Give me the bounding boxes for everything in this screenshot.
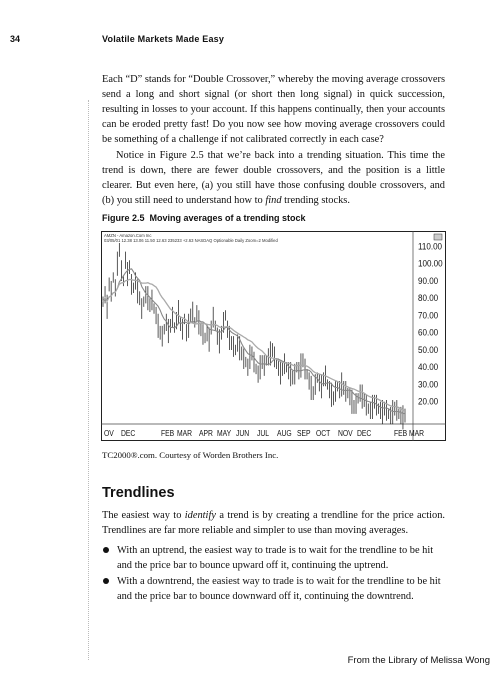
- x-tick-label: NOV: [338, 428, 353, 439]
- chart-svg: [101, 231, 446, 441]
- figure-credit: TC2000®.com. Courtesy of Worden Brothers Inc.: [102, 450, 279, 460]
- list-item: [102, 543, 445, 573]
- y-tick-label: 50.00: [418, 344, 439, 356]
- paragraph-2-emphasis: find: [265, 195, 282, 207]
- section-paragraph-part2: a trend is by creating a trendline for the price action. Trendlines are far more reliable and simpler to use than moving averages.: [102, 510, 446, 537]
- y-tick-label: 80.00: [418, 292, 439, 304]
- section-paragraph-part1: The easiest way to: [102, 510, 185, 521]
- figure-title: Moving averages of a trending stock: [149, 213, 306, 223]
- x-tick-label: JUN: [236, 428, 250, 439]
- section-paragraph: [102, 508, 445, 538]
- x-tick-label: SEP: [297, 428, 311, 439]
- y-tick-label: 20.00: [418, 396, 439, 407]
- chart-corner-icon: [434, 234, 442, 240]
- page-number: 34: [10, 34, 21, 44]
- chart-header-line: AMZN - Amazon.Com Inc: [104, 233, 152, 238]
- x-tick-label: JUL: [257, 428, 270, 439]
- y-tick-label: 40.00: [418, 361, 439, 373]
- x-tick-label: OV: [104, 428, 114, 439]
- chart-header-line: 03/05/01 12.38 13.06 11.50 12.63 235233 +2.63 NASDAQ Optionable Daily Zoom=2 Modified: [104, 238, 278, 243]
- x-tick-label: DEC: [121, 428, 136, 439]
- bullet-icon: [103, 547, 109, 553]
- paragraph-1: [102, 72, 445, 147]
- y-tick-label: 60.00: [418, 327, 439, 338]
- list-item-text: With an uptrend, the easiest way to trade is to wait for the trendline to be hit and the price bar to bounce upward off it, continuing the uptrend.: [117, 545, 434, 572]
- y-tick-label: 30.00: [418, 378, 439, 390]
- page-header: [0, 34, 500, 48]
- margin-rule: [88, 100, 89, 660]
- x-tick-label: MAY: [217, 428, 232, 439]
- paragraph-2-part2: trending stocks.: [281, 195, 350, 207]
- chart-frame: [102, 232, 446, 441]
- x-tick-label: AUG: [277, 428, 292, 439]
- bullet-icon: [103, 578, 109, 584]
- y-tick-label: 70.00: [418, 309, 439, 321]
- paragraph-2: [102, 148, 445, 208]
- figure-number: Figure 2.5: [102, 213, 145, 223]
- paragraph-1-text: Each “D” stands for “Double Crossover,” whereby the moving average crossovers send a long and short signal (or short then long signal) in quick succession, resulting in losses to your account. If this happens continually, then your accounts can be eroded pretty fast! Do you now see how moving average crossovers could be something of a challenge if not calibrated correctly in each case?: [102, 74, 445, 146]
- running-head: Volatile Markets Made Easy: [102, 34, 225, 44]
- x-tick-label: APR: [199, 428, 213, 439]
- x-tick-label: MAR: [177, 428, 193, 439]
- y-tick-label: 100.00: [418, 258, 443, 269]
- stock-chart: [101, 231, 446, 441]
- x-tick-label: MAR: [409, 428, 425, 439]
- section-title: Trendlines: [102, 485, 175, 501]
- library-footer: From the Library of Melissa Wong: [347, 655, 490, 666]
- x-tick-label: DEC: [357, 428, 372, 439]
- list-item-text: With a downtrend, the easiest way to trade is to wait for the trendline to be hit and the price bar to bounce downward off it, continuing the downtrend.: [117, 576, 441, 603]
- x-tick-label: FEB: [394, 428, 408, 439]
- y-tick-label: 110.00: [418, 240, 443, 252]
- x-tick-label: OCT: [316, 428, 331, 439]
- y-tick-label: 90.00: [418, 275, 439, 287]
- bullet-list: [102, 543, 445, 605]
- x-tick-label: FEB: [161, 428, 175, 439]
- paragraph-2-part1: Notice in Figure 2.5 that we’re back into a trending situation. This time the trend is down, there are fewer double crossovers, and the position is a little clearer. But even here, (a) you still have those confusing double crossovers, and (b) you still need to understand how to: [102, 150, 445, 207]
- list-item: [102, 574, 445, 604]
- section-paragraph-emphasis: identify: [184, 510, 216, 521]
- figure-caption: [102, 213, 306, 223]
